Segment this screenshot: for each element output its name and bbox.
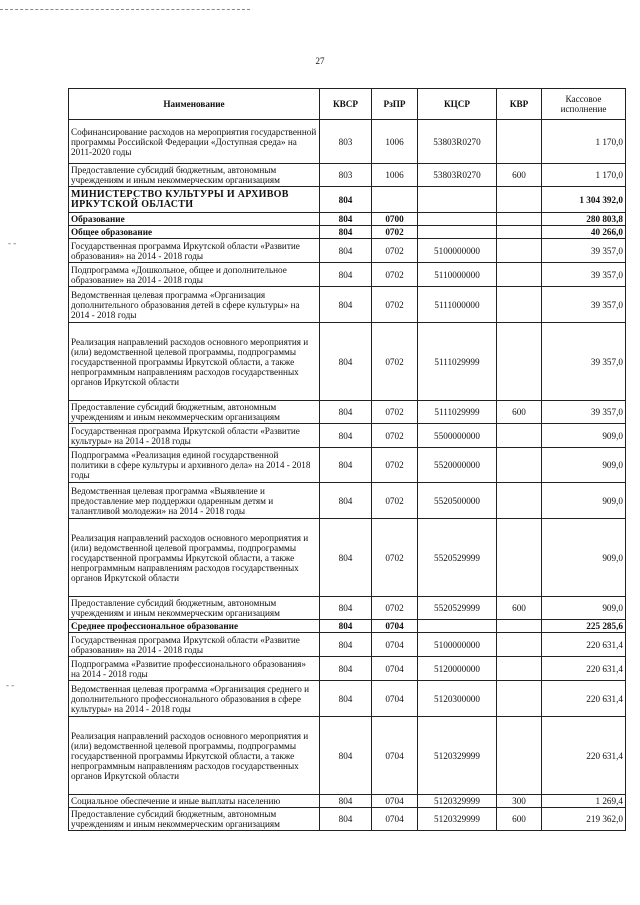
table-body: [69, 120, 626, 831]
table-row: [69, 483, 626, 519]
col-header-kcsr: КЦСР: [418, 89, 497, 120]
table-row: [69, 226, 626, 239]
row-kcsr: 5111029999: [418, 323, 497, 401]
row-kvsr: 804: [320, 323, 372, 401]
row-name: Ведомственная целевая программа «Выявление и предоставление мер поддержки одаренным детям и талантливой молодежи» на 2014 - 2018 годы: [69, 483, 320, 519]
row-kcsr: 5111000000: [418, 287, 497, 323]
row-kvsr: 803: [320, 120, 372, 164]
row-kcsr: [418, 187, 497, 213]
row-kcsr: 5110000000: [418, 263, 497, 287]
row-total: 909,0: [542, 448, 626, 483]
row-total: 1 170,0: [542, 120, 626, 164]
row-kcsr: 53803R0270: [418, 120, 497, 164]
row-name: Государственная программа Иркутской области «Развитие образования» на 2014 - 2018 годы: [69, 633, 320, 657]
table-row: [69, 448, 626, 483]
row-kvsr: 804: [320, 795, 372, 808]
row-rzpr: 1006: [372, 164, 418, 187]
row-total: 220 631,4: [542, 657, 626, 681]
row-rzpr: 0704: [372, 681, 418, 717]
row-kvsr: 804: [320, 448, 372, 483]
table-row: [69, 620, 626, 633]
row-name: Государственная программа Иркутской области «Развитие культуры» на 2014 - 2018 годы: [69, 424, 320, 448]
row-rzpr: 0702: [372, 226, 418, 239]
table-row: [69, 681, 626, 717]
table-row: [69, 401, 626, 424]
row-kvr: [497, 226, 542, 239]
table-row: [69, 120, 626, 164]
row-total: 39 357,0: [542, 401, 626, 424]
row-name: Реализация направлений расходов основного мероприятия и (или) ведомственной целевой программы, подпрограммы государственной программы Иркутской области, а также непрограммным направлениям расходов государственных органов Иркутской области: [69, 519, 320, 597]
row-rzpr: 0704: [372, 657, 418, 681]
row-total: 1 170,0: [542, 164, 626, 187]
row-kcsr: [418, 620, 497, 633]
scan-top-edge: [0, 9, 250, 10]
row-kcsr: 5120000000: [418, 657, 497, 681]
row-total: 40 266,0: [542, 226, 626, 239]
row-kvsr: 804: [320, 483, 372, 519]
row-kvr: [497, 120, 542, 164]
row-name: Подпрограмма «Развитие профессионального образования» на 2014 - 2018 годы: [69, 657, 320, 681]
row-kcsr: 5100000000: [418, 633, 497, 657]
row-rzpr: [372, 187, 418, 213]
col-header-total: Кассовое исполнение: [542, 89, 626, 120]
row-kvsr: 804: [320, 717, 372, 795]
budget-table: [68, 88, 626, 831]
row-rzpr: 0702: [372, 448, 418, 483]
table-row: [69, 808, 626, 831]
row-total: 220 631,4: [542, 717, 626, 795]
row-kcsr: 5100000000: [418, 239, 497, 263]
row-kcsr: 5520500000: [418, 483, 497, 519]
row-rzpr: 0704: [372, 795, 418, 808]
row-kvr: [497, 239, 542, 263]
row-kvr: 600: [497, 808, 542, 831]
table-row: [69, 597, 626, 620]
row-name: Ведомственная целевая программа «Организация среднего и дополнительного профессионального образования в сфере культуры» на 2014 - 2018 годы: [69, 681, 320, 717]
table-row: [69, 633, 626, 657]
row-kvsr: 804: [320, 424, 372, 448]
row-kvr: [497, 620, 542, 633]
row-kvr: [497, 213, 542, 226]
row-kvsr: 804: [320, 597, 372, 620]
page-number: 27: [315, 56, 325, 66]
table-row: [69, 164, 626, 187]
col-header-rzpr: РзПР: [372, 89, 418, 120]
row-rzpr: 0704: [372, 808, 418, 831]
row-rzpr: 0702: [372, 263, 418, 287]
row-kcsr: 5520529999: [418, 519, 497, 597]
row-total: 1 304 392,0: [542, 187, 626, 213]
row-kcsr: 5520000000: [418, 448, 497, 483]
row-name: МИНИСТЕРСТВО КУЛЬТУРЫ И АРХИВОВ ИРКУТСКОЙ ОБЛАСТИ: [69, 187, 320, 213]
table-row: [69, 287, 626, 323]
row-kvr: [497, 717, 542, 795]
col-header-name: Наименование: [69, 89, 320, 120]
table-header-row: [69, 89, 626, 120]
table-row: [69, 795, 626, 808]
row-kvr: [497, 448, 542, 483]
row-rzpr: 0702: [372, 424, 418, 448]
row-kvsr: 804: [320, 187, 372, 213]
row-kvsr: 804: [320, 213, 372, 226]
table-row: [69, 323, 626, 401]
row-name: Предоставление субсидий бюджетным, автономным учреждениям и иным некоммерческим организациям: [69, 164, 320, 187]
col-header-kvsr: КВСР: [320, 89, 372, 120]
row-rzpr: 0700: [372, 213, 418, 226]
row-name: Подпрограмма «Реализация единой государственной политики в сфере культуры и архивного дела» на 2014 - 2018 годы: [69, 448, 320, 483]
row-rzpr: 0704: [372, 620, 418, 633]
row-kvsr: 804: [320, 401, 372, 424]
row-name: Среднее профессиональное образование: [69, 620, 320, 633]
row-kcsr: 5120300000: [418, 681, 497, 717]
row-rzpr: 0702: [372, 323, 418, 401]
row-total: 1 269,4: [542, 795, 626, 808]
row-kvr: [497, 681, 542, 717]
row-rzpr: 0704: [372, 633, 418, 657]
row-kvr: 600: [497, 597, 542, 620]
row-total: 39 357,0: [542, 239, 626, 263]
row-total: 220 631,4: [542, 633, 626, 657]
row-kvr: [497, 633, 542, 657]
row-kvr: [497, 424, 542, 448]
row-kvsr: 804: [320, 633, 372, 657]
row-total: 220 631,4: [542, 681, 626, 717]
row-total: 909,0: [542, 483, 626, 519]
row-kvsr: 804: [320, 226, 372, 239]
margin-mark: - -: [6, 680, 15, 690]
row-name: Государственная программа Иркутской области «Развитие образования» на 2014 - 2018 годы: [69, 239, 320, 263]
row-total: 909,0: [542, 424, 626, 448]
row-name: Ведомственная целевая программа «Организация дополнительного образования детей в сфере культуры» на 2014 - 2018 годы: [69, 287, 320, 323]
row-name: Социальное обеспечение и иные выплаты населению: [69, 795, 320, 808]
row-kvsr: 804: [320, 287, 372, 323]
row-total: 909,0: [542, 519, 626, 597]
table-row: [69, 424, 626, 448]
row-total: 909,0: [542, 597, 626, 620]
row-rzpr: 1006: [372, 120, 418, 164]
table-row: [69, 239, 626, 263]
row-kcsr: 5500000000: [418, 424, 497, 448]
row-kvsr: 804: [320, 657, 372, 681]
row-kcsr: 5111029999: [418, 401, 497, 424]
row-total: 39 357,0: [542, 263, 626, 287]
row-kvsr: 804: [320, 620, 372, 633]
row-kvsr: 804: [320, 519, 372, 597]
row-name: Общее образование: [69, 226, 320, 239]
table-row: [69, 717, 626, 795]
row-rzpr: 0702: [372, 483, 418, 519]
row-kvr: 600: [497, 164, 542, 187]
row-rzpr: 0702: [372, 597, 418, 620]
table-row: [69, 213, 626, 226]
row-rzpr: 0702: [372, 287, 418, 323]
row-kvsr: 804: [320, 808, 372, 831]
row-name: Предоставление субсидий бюджетным, автономным учреждениям и иным некоммерческим организациям: [69, 808, 320, 831]
row-kvr: 300: [497, 795, 542, 808]
row-kvsr: 804: [320, 263, 372, 287]
row-name: Софинансирование расходов на мероприятия государственной программы Российской Федерации «Доступная среда» на 2011-2020 годы: [69, 120, 320, 164]
row-kvsr: 804: [320, 681, 372, 717]
row-kcsr: 53803R0270: [418, 164, 497, 187]
row-kvr: [497, 483, 542, 519]
row-rzpr: 0702: [372, 239, 418, 263]
row-name: Подпрограмма «Дошкольное, общее и дополнительное образование» на 2014 - 2018 годы: [69, 263, 320, 287]
row-name: Предоставление субсидий бюджетным, автономным учреждениям и иным некоммерческим организациям: [69, 401, 320, 424]
row-name: Образование: [69, 213, 320, 226]
col-header-kvr: КВР: [497, 89, 542, 120]
row-total: 39 357,0: [542, 323, 626, 401]
row-kvr: 600: [497, 401, 542, 424]
row-kvr: [497, 657, 542, 681]
row-kvr: [497, 263, 542, 287]
row-kcsr: 5120329999: [418, 808, 497, 831]
row-name: Реализация направлений расходов основного мероприятия и (или) ведомственной целевой программы, подпрограммы государственной программы Иркутской области, а также непрограммным направлениям расходов государственных органов Иркутской области: [69, 717, 320, 795]
row-kvr: [497, 519, 542, 597]
row-kcsr: 5120329999: [418, 795, 497, 808]
row-total: 39 357,0: [542, 287, 626, 323]
table-row: [69, 519, 626, 597]
row-kvr: [497, 287, 542, 323]
row-kcsr: [418, 213, 497, 226]
table-row: [69, 187, 626, 213]
margin-mark: - -: [8, 238, 17, 248]
row-kvr: [497, 187, 542, 213]
row-kcsr: 5120329999: [418, 717, 497, 795]
row-kcsr: [418, 226, 497, 239]
row-kvsr: 804: [320, 239, 372, 263]
row-rzpr: 0702: [372, 401, 418, 424]
row-rzpr: 0702: [372, 519, 418, 597]
row-kcsr: 5520529999: [418, 597, 497, 620]
row-name: Предоставление субсидий бюджетным, автономным учреждениям и иным некоммерческим организациям: [69, 597, 320, 620]
row-kvr: [497, 323, 542, 401]
row-name: Реализация направлений расходов основного мероприятия и (или) ведомственной целевой программы, подпрограммы государственной программы Иркутской области, а также непрограммным направлениям расходов государственных органов Иркутской области: [69, 323, 320, 401]
row-total: 225 285,6: [542, 620, 626, 633]
row-rzpr: 0704: [372, 717, 418, 795]
table-row: [69, 263, 626, 287]
table-row: [69, 657, 626, 681]
row-total: 280 803,8: [542, 213, 626, 226]
row-total: 219 362,0: [542, 808, 626, 831]
row-kvsr: 803: [320, 164, 372, 187]
